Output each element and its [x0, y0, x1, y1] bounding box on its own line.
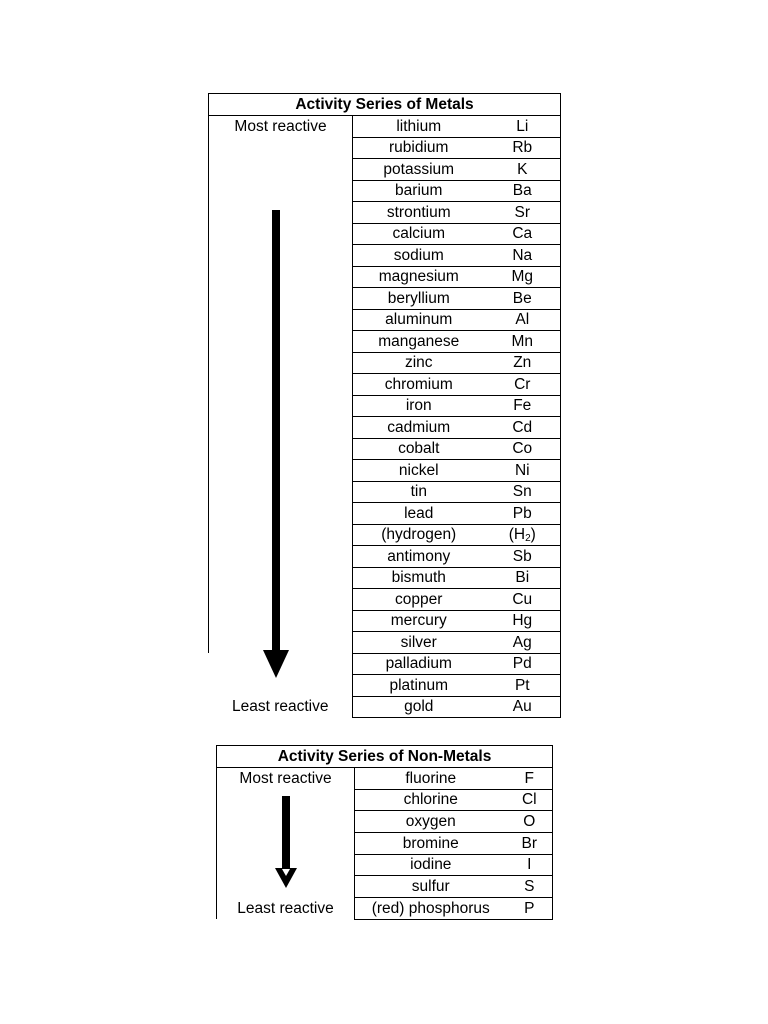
metals-row	[209, 180, 561, 202]
metals-label-spacer	[209, 180, 353, 202]
nonmetals-element-name: (red) phosphorus	[355, 898, 507, 920]
metals-label-spacer	[209, 137, 353, 159]
metals-element-name: antimony	[353, 546, 485, 568]
metals-element-symbol: Pt	[485, 675, 561, 697]
nonmetals-most-reactive-label: Most reactive	[217, 768, 355, 790]
metals-element-name: nickel	[353, 460, 485, 482]
nonmetals-row	[217, 768, 553, 790]
nonmetals-row	[217, 789, 553, 811]
metals-row	[209, 417, 561, 439]
metals-element-name: magnesium	[353, 266, 485, 288]
metals-element-name: lead	[353, 503, 485, 525]
metals-element-symbol: Hg	[485, 610, 561, 632]
nonmetals-element-name: sulfur	[355, 876, 507, 898]
nonmetals-activity-table	[216, 745, 553, 920]
metals-row	[209, 632, 561, 654]
nonmetals-table-body	[217, 768, 553, 920]
metals-element-symbol: Ni	[485, 460, 561, 482]
metals-element-name: cadmium	[353, 417, 485, 439]
metals-table-body	[209, 116, 561, 718]
metals-row	[209, 675, 561, 697]
metals-row	[209, 567, 561, 589]
metals-symbol-subscript: 2	[525, 533, 531, 544]
nonmetals-element-symbol: O	[507, 811, 553, 833]
metals-row	[209, 374, 561, 396]
metals-row	[209, 309, 561, 331]
metals-element-name: tin	[353, 481, 485, 503]
metals-element-name: mercury	[353, 610, 485, 632]
metals-row	[209, 481, 561, 503]
nonmetals-row	[217, 876, 553, 898]
metals-element-name: barium	[353, 180, 485, 202]
metals-element-name: cobalt	[353, 438, 485, 460]
metals-row	[209, 653, 561, 675]
metals-least-reactive-label: Least reactive	[232, 698, 329, 715]
metals-element-symbol: Bi	[485, 567, 561, 589]
metals-element-symbol: Al	[485, 309, 561, 331]
metals-element-symbol: Mn	[485, 331, 561, 353]
metals-activity-table	[208, 93, 561, 718]
metals-element-name: aluminum	[353, 309, 485, 331]
metals-row	[209, 352, 561, 374]
metals-element-name: palladium	[353, 653, 485, 675]
metals-table-title: Activity Series of Metals	[209, 94, 561, 116]
metals-element-name: (hydrogen)	[353, 524, 485, 546]
metals-element-symbol: Sb	[485, 546, 561, 568]
metals-element-name: copper	[353, 589, 485, 611]
metals-row	[209, 438, 561, 460]
metals-element-symbol: Zn	[485, 352, 561, 374]
nonmetals-element-symbol: F	[507, 768, 553, 790]
metals-row	[209, 546, 561, 568]
metals-row	[209, 331, 561, 353]
nonmetals-element-name: fluorine	[355, 768, 507, 790]
nonmetals-element-symbol: S	[507, 876, 553, 898]
metals-row	[209, 288, 561, 310]
nonmetals-element-name: bromine	[355, 833, 507, 855]
metals-element-name: lithium	[353, 116, 485, 138]
metals-row	[209, 696, 561, 718]
nonmetals-element-name: iodine	[355, 854, 507, 876]
metals-element-symbol: Li	[485, 116, 561, 138]
metals-element-symbol: Mg	[485, 266, 561, 288]
metals-element-symbol: Be	[485, 288, 561, 310]
metals-element-name: silver	[353, 632, 485, 654]
metals-element-name: platinum	[353, 675, 485, 697]
metals-element-name: rubidium	[353, 137, 485, 159]
nonmetals-down-arrow-icon	[275, 796, 299, 892]
nonmetals-element-symbol: P	[507, 898, 553, 920]
metals-row	[209, 116, 561, 138]
nonmetals-element-symbol: Br	[507, 833, 553, 855]
metals-row	[209, 223, 561, 245]
metals-element-symbol: Rb	[485, 137, 561, 159]
metals-row	[209, 503, 561, 525]
nonmetals-element-name: oxygen	[355, 811, 507, 833]
metals-element-symbol: Co	[485, 438, 561, 460]
nonmetals-row	[217, 854, 553, 876]
nonmetals-element-symbol: Cl	[507, 789, 553, 811]
metals-element-symbol: Fe	[485, 395, 561, 417]
metals-element-symbol	[485, 524, 561, 546]
metals-element-symbol: Cd	[485, 417, 561, 439]
metals-down-arrow-icon	[263, 210, 291, 680]
metals-row	[209, 137, 561, 159]
metals-element-name: iron	[353, 395, 485, 417]
metals-element-name: sodium	[353, 245, 485, 267]
metals-element-name: potassium	[353, 159, 485, 181]
metals-element-name: gold	[353, 696, 485, 718]
metals-element-name: beryllium	[353, 288, 485, 310]
metals-element-symbol: Pb	[485, 503, 561, 525]
metals-element-symbol: Ca	[485, 223, 561, 245]
metals-row	[209, 524, 561, 546]
metals-row	[209, 245, 561, 267]
metals-element-symbol: Cr	[485, 374, 561, 396]
metals-row	[209, 202, 561, 224]
nonmetals-element-name: chlorine	[355, 789, 507, 811]
metals-element-name: calcium	[353, 223, 485, 245]
metals-element-symbol: Ba	[485, 180, 561, 202]
metals-element-symbol: Sr	[485, 202, 561, 224]
metals-most-reactive-label: Most reactive	[209, 116, 353, 138]
metals-element-symbol: Na	[485, 245, 561, 267]
metals-element-name: bismuth	[353, 567, 485, 589]
metals-element-symbol: Sn	[485, 481, 561, 503]
metals-row	[209, 460, 561, 482]
nonmetals-table-title: Activity Series of Non-Metals	[217, 746, 553, 768]
metals-label-spacer	[209, 159, 353, 181]
metals-symbol-suffix: )	[530, 526, 536, 543]
metals-element-symbol: Au	[485, 696, 561, 718]
nonmetals-row	[217, 811, 553, 833]
metals-row	[209, 159, 561, 181]
metals-element-name: strontium	[353, 202, 485, 224]
metals-element-name: chromium	[353, 374, 485, 396]
metals-element-name: zinc	[353, 352, 485, 374]
metals-row	[209, 395, 561, 417]
metals-element-symbol: Cu	[485, 589, 561, 611]
nonmetals-least-reactive-label: Least reactive	[217, 898, 355, 920]
metals-element-symbol: Ag	[485, 632, 561, 654]
metals-row	[209, 266, 561, 288]
nonmetals-element-symbol: I	[507, 854, 553, 876]
metals-row	[209, 589, 561, 611]
metals-symbol-text: (H	[508, 526, 526, 543]
metals-element-symbol: Pd	[485, 653, 561, 675]
metals-element-symbol: K	[485, 159, 561, 181]
metals-row	[209, 610, 561, 632]
nonmetals-row	[217, 833, 553, 855]
metals-element-name: manganese	[353, 331, 485, 353]
nonmetals-row	[217, 898, 553, 920]
